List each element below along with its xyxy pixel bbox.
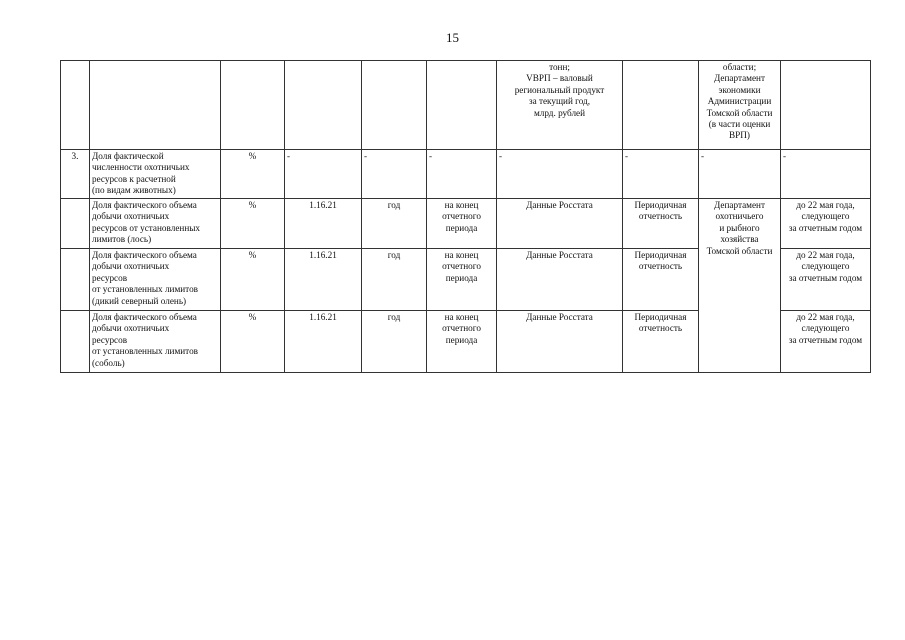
table-row	[61, 61, 871, 150]
page-number: 15	[446, 30, 459, 45]
cell-unit: %	[221, 311, 285, 373]
cell-formula: Данные Росстата	[497, 199, 623, 249]
cell-periodicity: год	[362, 199, 427, 249]
table-row	[61, 150, 871, 199]
cell-responsible: области; Департамент экономики Администрации Томской области (в части оценки ВРП)	[699, 61, 781, 150]
cell-indicator	[90, 61, 221, 150]
cell-unit	[221, 61, 285, 150]
cell-date	[427, 61, 497, 150]
indicator-table	[60, 60, 871, 373]
cell-periodicity: год	[362, 311, 427, 373]
cell-date: на конец отчетного периода	[427, 199, 497, 249]
cell-method	[623, 61, 699, 150]
cell-code: 1.16.21	[285, 249, 362, 311]
cell-method: Периодичная отчетность	[623, 311, 699, 373]
cell-formula: Данные Росстата	[497, 249, 623, 311]
cell-deadline: до 22 мая года, следующего за отчетным годом	[781, 249, 871, 311]
cell-number	[61, 311, 90, 373]
cell-number	[61, 249, 90, 311]
cell-indicator: Доля фактического объема добычи охотничьих ресурсов от установленных лимитов (соболь)	[90, 311, 221, 373]
cell-periodicity: -	[362, 150, 427, 199]
cell-periodicity	[362, 61, 427, 150]
cell-number	[61, 61, 90, 150]
cell-code	[285, 61, 362, 150]
cell-formula: Данные Росстата	[497, 311, 623, 373]
cell-indicator: Доля фактической численности охотничьих ресурсов к расчетной (по видам животных)	[90, 150, 221, 199]
cell-deadline: до 22 мая года, следующего за отчетным годом	[781, 199, 871, 249]
cell-formula: тонн; VВРП – валовый региональный продукт за текущий год, млрд. рублей	[497, 61, 623, 150]
cell-deadline: -	[781, 150, 871, 199]
cell-code: 1.16.21	[285, 199, 362, 249]
cell-periodicity: год	[362, 249, 427, 311]
cell-code: -	[285, 150, 362, 199]
cell-deadline	[781, 61, 871, 150]
cell-indicator: Доля фактического объема добычи охотничьих ресурсов от установленных лимитов (дикий северный олень)	[90, 249, 221, 311]
cell-indicator: Доля фактического объема добычи охотничьих ресурсов от установленных лимитов (лось)	[90, 199, 221, 249]
cell-date: -	[427, 150, 497, 199]
cell-responsible: Департамент охотничьего и рыбного хозяйства Томской области	[699, 199, 781, 373]
cell-formula: -	[497, 150, 623, 199]
cell-code: 1.16.21	[285, 311, 362, 373]
cell-method: -	[623, 150, 699, 199]
cell-unit: %	[221, 150, 285, 199]
table-row	[61, 199, 871, 249]
cell-deadline: до 22 мая года, следующего за отчетным годом	[781, 311, 871, 373]
cell-date: на конец отчетного периода	[427, 249, 497, 311]
cell-date: на конец отчетного периода	[427, 311, 497, 373]
cell-responsible: -	[699, 150, 781, 199]
cell-unit: %	[221, 249, 285, 311]
cell-method: Периодичная отчетность	[623, 249, 699, 311]
cell-unit: %	[221, 199, 285, 249]
cell-number: 3.	[61, 150, 90, 199]
cell-number	[61, 199, 90, 249]
cell-method: Периодичная отчетность	[623, 199, 699, 249]
